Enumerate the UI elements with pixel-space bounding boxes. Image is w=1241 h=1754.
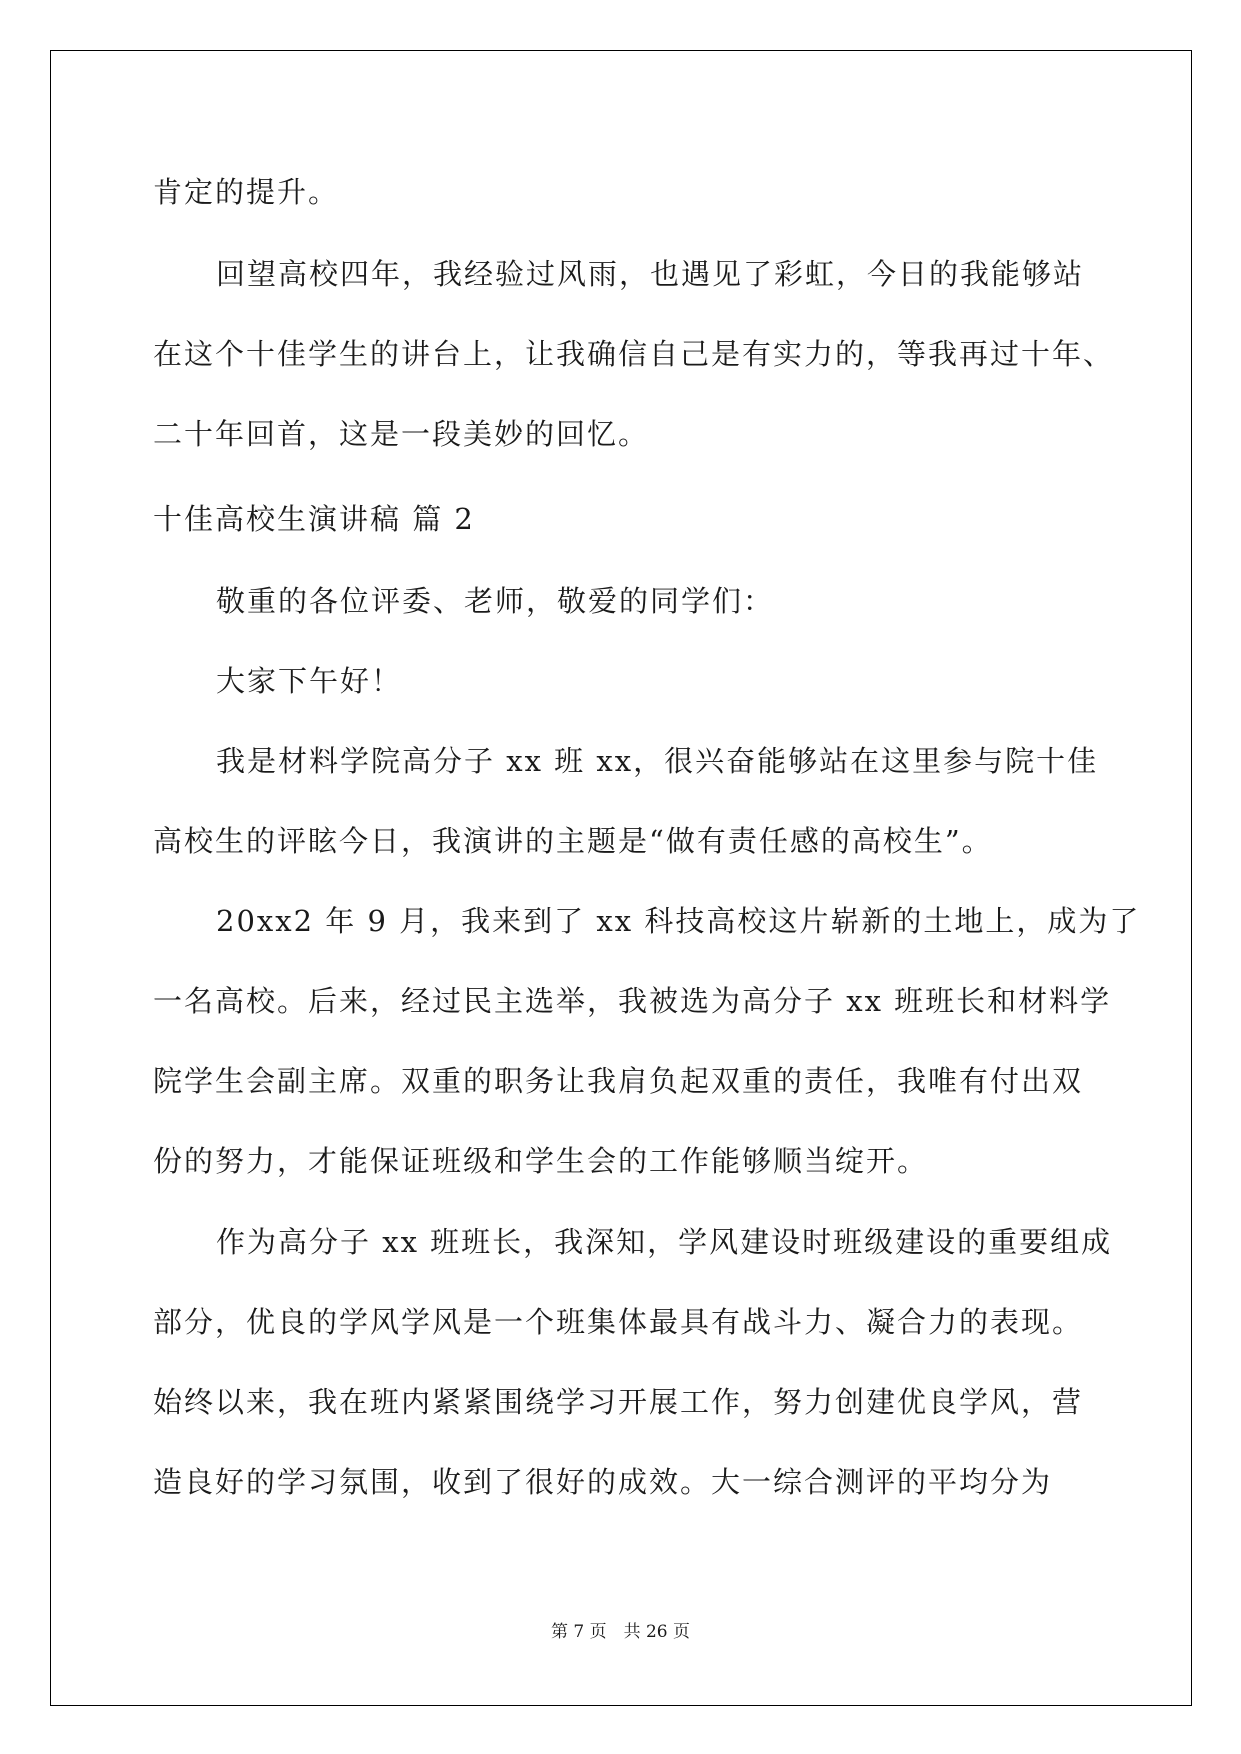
text-line: 大家下午好！	[216, 664, 403, 698]
text-line: 始终以来，我在班内紧紧围绕学习开展工作，努力创建优良学风，营	[153, 1385, 1084, 1419]
text-line: 回望高校四年，我经验过风雨，也遇见了彩虹，今日的我能够站	[216, 257, 1085, 291]
text-line: 部分，优良的学风学风是一个班集体最具有战斗力、凝合力的表现。	[153, 1305, 1084, 1339]
text-line: 一名高校。后来，经过民主选举，我被选为高分子 xx 班班长和材料学	[153, 984, 1112, 1018]
text-line: 我是材料学院高分子 xx 班 xx，很兴奋能够站在这里参与院十佳	[216, 744, 1099, 778]
section-heading: 十佳高校生演讲稿 篇 2	[153, 502, 475, 536]
text-line: 份的努力，才能保证班级和学生会的工作能够顺当绽开。	[153, 1144, 929, 1178]
text-line: 20xx2 年 9 月，我来到了 xx 科技高校这片崭新的土地上，成为了	[216, 904, 1141, 938]
page-number-footer: 第 7 页 共 26 页	[550, 1622, 691, 1642]
text-line: 在这个十佳学生的讲台上，让我确信自己是有实力的，等我再过十年、	[153, 337, 1115, 371]
page-border	[50, 50, 1192, 1706]
text-line: 肯定的提升。	[153, 175, 340, 209]
text-line: 高校生的评眩今日，我演讲的主题是“做有责任感的高校生”。	[153, 824, 993, 858]
text-line: 敬重的各位评委、老师，敬爱的同学们：	[216, 584, 775, 618]
text-line: 院学生会副主席。双重的职务让我肩负起双重的责任，我唯有付出双	[153, 1064, 1084, 1098]
text-line: 作为高分子 xx 班班长，我深知，学风建设时班级建设的重要组成	[216, 1225, 1113, 1259]
text-line: 造良好的学习氛围，收到了很好的成效。大一综合测评的平均分为	[153, 1465, 1053, 1499]
text-line: 二十年回首，这是一段美妙的回忆。	[153, 417, 650, 451]
